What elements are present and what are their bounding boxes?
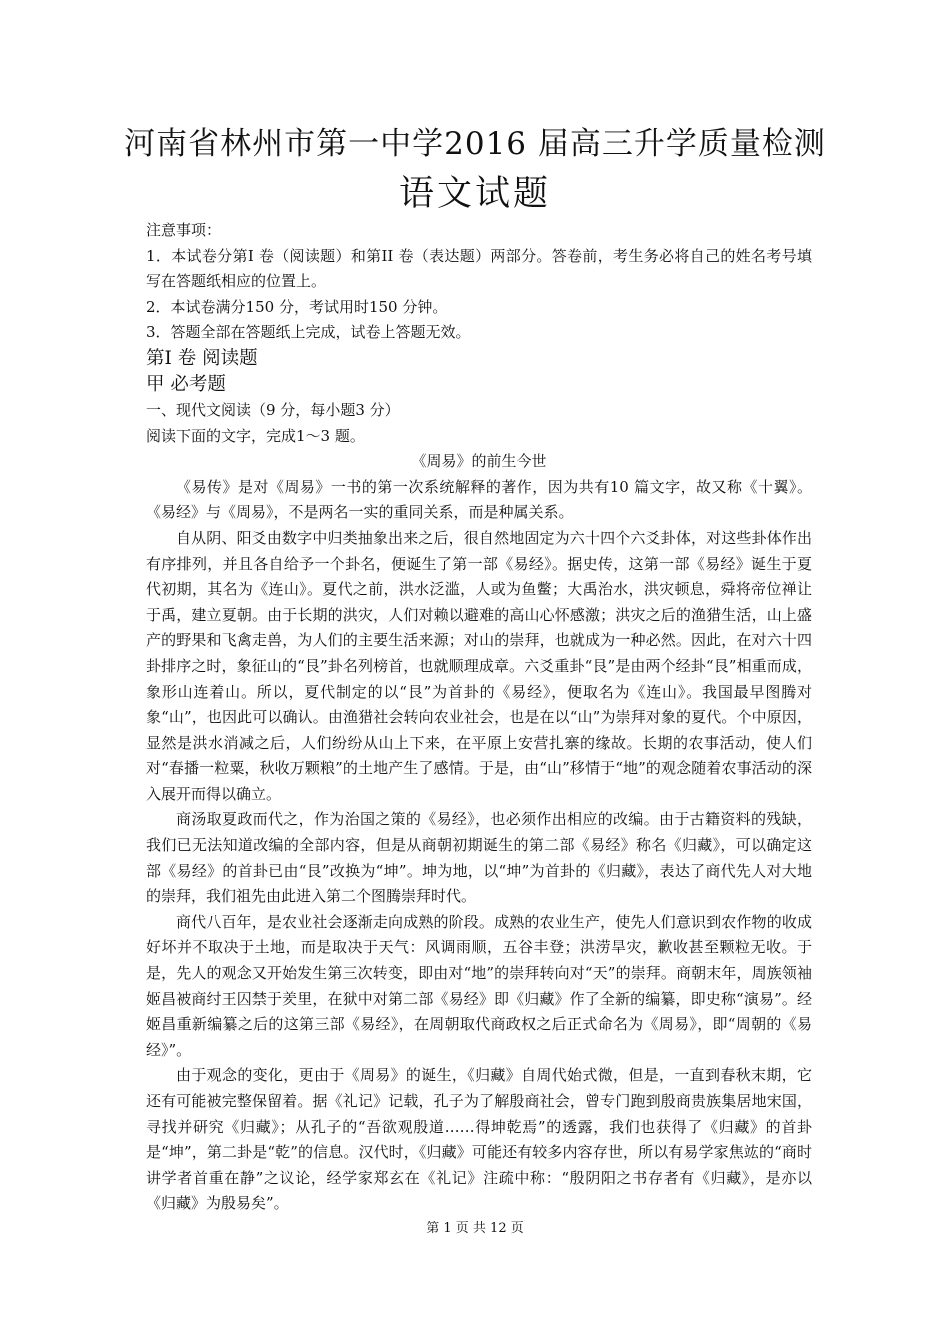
- notice-heading: 注意事项：: [146, 221, 222, 239]
- exam-subtitle: 语文试题: [398, 174, 551, 214]
- page-number: 第 1 页 共 12 页: [426, 1221, 524, 1236]
- notice-item: 1．本试卷分第I 卷（阅读题）和第II 卷（表达题）两部分。答卷前，考生务必将自己的姓名考号填写在答题纸相应的位置上。: [146, 246, 812, 291]
- exam-title: 河南省林州市第一中学2016 届高三升学质量检测: [124, 126, 826, 162]
- subpart-heading: 甲 必考题: [146, 373, 226, 395]
- question-heading: 一、现代文阅读（9 分，每小题3 分）: [146, 400, 400, 419]
- notice-item: 3．答题全部在答题纸上完成，试卷上答题无效。: [146, 323, 471, 342]
- article-paragraph: 商汤取夏政而代之，作为治国之策的《易经》，也必须作出相应的改编。由于古籍资料的残缺，我们已无法知道改编的全部内容，但是从商朝初期诞生的第二部《易经》称名《归藏》，可以确定这部《易经》的首卦已由“艮”改换为“坤”。坤为地，以“坤”为首卦的《归藏》，表达了商代先人对大地的崇拜，我们祖先由此进入第二个图腾崇拜时代。: [146, 810, 812, 906]
- notice-item: 2．本试卷满分150 分，考试用时150 分钟。: [146, 297, 448, 316]
- exam-content: [146, 218, 812, 1217]
- part-heading: 第I 卷 阅读题: [146, 347, 258, 369]
- article-title: 《周易》的前生今世: [411, 452, 547, 471]
- article-paragraph: 自从阴、阳爻由数字中归类抽象出来之后，很自然地固定为六十四个六爻卦体，对这些卦体作出有序排列，并且各自给予一个卦名，便诞生了第一部《易经》。据史传，这第一部《易经》诞生于夏代初期，其名为《连山》。夏代之前，洪水泛滥，人或为鱼鳖；大禹治水，洪灾顿息，舜将帝位禅让于禹，建立夏朝。由于长期的洪灾，人们对赖以避难的高山心怀感激；洪灾之后的渔猎生活，山上盛产的野果和飞禽走兽，为人们的主要生活来源；对山的崇拜，也就成为一种必然。因此，在对六十四卦排序之时，象征山的“艮”卦名列榜首，也就顺理成章。六爻重卦“艮”是由两个经卦“艮”相重而成，象形山连着山。所以，夏代制定的以“艮”为首卦的《易经》，便取名为《连山》。我国最早图腾对象“山”，也因此可以确认。由渔猎社会转向农业社会，也是在以“山”为崇拜对象的夏代。个中原因，显然是洪水消减之后，人们纷纷从山上下来，在平原上安营扎寨的缘故。长期的农事活动，使人们对“春播一粒粟，秋收万颗粮”的土地产生了感情。于是，由“山”移情于“地”的观念随着农事活动的深入展开而得以确立。: [146, 528, 812, 803]
- article-paragraph: 《易传》是对《周易》一书的第一次系统解释的著作，因为共有10 篇文字，故又称《十翼》。《易经》与《周易》，不是两名一实的重同关系，而是种属关系。: [146, 477, 812, 522]
- article-paragraph: 商代八百年，是农业社会逐渐走向成熟的阶段。成熟的农业生产，使先人们意识到农作物的收成好坏并不取决于土地，而是取决于天气：风调雨顺，五谷丰登；洪涝旱灾，歉收甚至颗粒无收。于是，先人的观念又开始发生第三次转变，即由对“地”的崇拜转向对“天”的崇拜。商朝末年，周族领袖姬昌被商纣王囚禁于羑里，在狱中对第二部《易经》即《归藏》作了全新的编纂，即史称“演易”。经姬昌重新编纂之后的这第三部《易经》，在周朝取代商政权之后正式命名为《周易》，即“周朝的《易经》”。: [146, 912, 812, 1059]
- article-paragraph: 由于观念的变化，更由于《周易》的诞生，《归藏》自周代始式微，但是，一直到春秋末期，它还有可能被完整保留着。据《礼记》记载，孔子为了解殷商社会，曾专门跑到殷商贵族集居地宋国，寻找并研究《归藏》；从孔子的“吾欲观殷道……得坤乾焉”的透露，我们也获得了《归藏》的首卦是“坤”，第二卦是“乾”的信息。汉代时，《归藏》可能还有较多内容存世，所以有易学家焦竑的“商时讲学者首重在静”之议论，经学家郑玄在《礼记》注疏中称：“殷阴阳之书存者有《归藏》，是亦以《归藏》为殷易矣”。: [146, 1066, 812, 1213]
- question-instruction: 阅读下面的文字，完成1～3 题。: [146, 426, 365, 445]
